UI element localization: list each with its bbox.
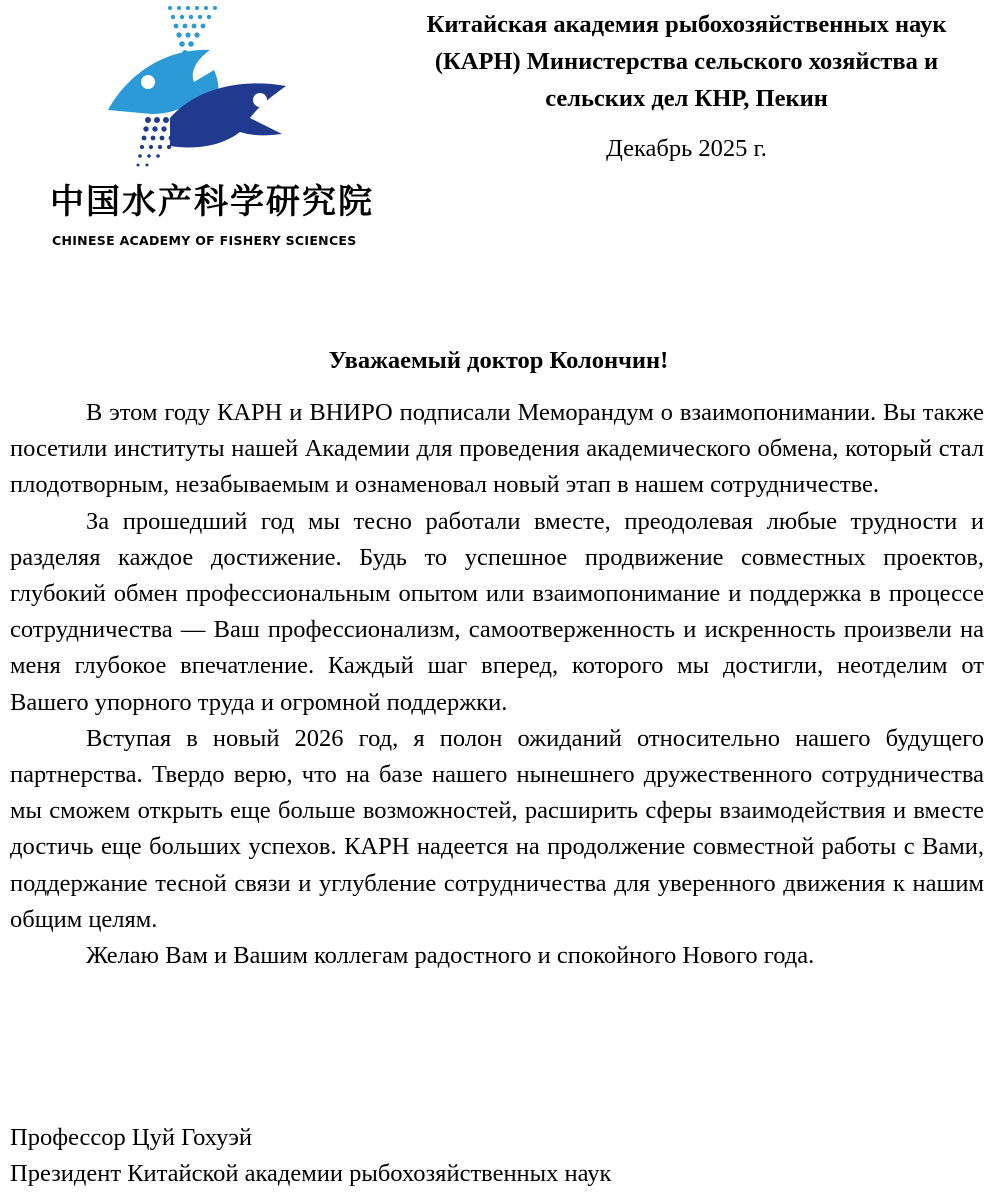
scale-dot bbox=[169, 136, 174, 141]
scale-dot bbox=[204, 6, 208, 10]
scale-dot bbox=[213, 6, 217, 10]
scale-dot bbox=[142, 136, 147, 141]
scale-dot bbox=[172, 117, 178, 123]
letter-body bbox=[10, 395, 984, 974]
scale-dot bbox=[194, 32, 199, 37]
scale-dot bbox=[140, 145, 144, 149]
scale-dot bbox=[158, 145, 162, 149]
scale-dot bbox=[188, 126, 193, 131]
signatory-name: Профессор Цуй Гохуэй bbox=[10, 1124, 252, 1151]
scale-dot bbox=[149, 145, 153, 149]
letter-date: Декабрь 2025 г. bbox=[606, 135, 767, 162]
scale-dot bbox=[199, 117, 205, 123]
scale-dot bbox=[176, 32, 181, 37]
scale-dot bbox=[138, 154, 142, 158]
paragraph-1: В этом году КАРН и ВНИРО подписали Меморандум о взаимопонимании. Вы также посетили институты нашей Академии для проведения академического обмена, который стал плодотворным, незабываемым и ознаменовал новый этап в нашем сотрудничестве. bbox=[10, 399, 984, 499]
scale-dot bbox=[163, 117, 169, 123]
scale-dot bbox=[137, 164, 140, 167]
scale-dot bbox=[174, 24, 179, 29]
scale-dot bbox=[182, 50, 188, 56]
scale-dot bbox=[181, 117, 187, 123]
academy-logo bbox=[20, 0, 374, 255]
scale-dot bbox=[207, 15, 211, 19]
scale-dot bbox=[145, 117, 151, 123]
scale-dot bbox=[177, 6, 181, 10]
scale-dot bbox=[161, 126, 166, 131]
paragraph-4: Желаю Вам и Вашим коллегам радостного и спокойного Нового года. bbox=[86, 942, 815, 970]
scale-dot bbox=[154, 117, 160, 123]
logo-chinese-name: 中国水产科学研究院 bbox=[50, 182, 374, 222]
scale-dot bbox=[178, 136, 183, 141]
paragraph-2: За прошедший год мы тесно работали вместе, преодолевая любые трудности и разделяя каждое достижение. Будь то успешное продвижение совместных проектов, глубокий обмен профессиональным опытом или взаимопонимание и поддержка в процессе сотрудничества — Ваш профессионализм, самоотверженность и искренность произвели на меня глубокое впечатление. Каждый шаг вперед, которого мы достигли, неотделим от Вашего упорного труда и огромной поддержки. bbox=[10, 507, 984, 716]
scale-dot bbox=[190, 117, 196, 123]
scale-dot bbox=[179, 41, 185, 47]
scale-dot bbox=[186, 6, 190, 10]
scale-dot bbox=[147, 154, 151, 158]
scale-dot bbox=[168, 6, 172, 10]
scale-dot bbox=[143, 126, 148, 131]
scale-dot bbox=[160, 136, 165, 141]
scale-dot bbox=[151, 136, 156, 141]
signature-block bbox=[10, 1120, 984, 1192]
dark-fish-eye bbox=[253, 93, 267, 107]
scale-dot bbox=[189, 15, 193, 19]
scale-dot bbox=[185, 32, 190, 37]
scale-dot bbox=[167, 145, 171, 149]
scale-dot bbox=[183, 24, 188, 29]
paragraph-3: Вступая в новый 2026 год, я полон ожиданий относительно нашего будущего партнерства. Твердо верю, что на базе нашего нынешнего дружественного сотрудничества мы сможем открыть еще больше возможностей, расширить сферы взаимодействия и вместе достичь еще больших успехов. КАРН надеется на продолжение совместной работы с Вами, поддержание тесной связи и углубление сотрудничества для уверенного движения к нашим общим целям. bbox=[10, 724, 984, 933]
scale-dots bbox=[168, 6, 217, 56]
scale-dot bbox=[146, 164, 149, 167]
scale-dot bbox=[192, 24, 197, 29]
scale-dot bbox=[198, 15, 202, 19]
light-fish-eye bbox=[141, 75, 155, 89]
scale-dot bbox=[201, 24, 206, 29]
scale-dot bbox=[171, 15, 175, 19]
fish-emblem-icon bbox=[20, 0, 370, 190]
scale-dot bbox=[188, 41, 194, 47]
scale-dot bbox=[195, 6, 199, 10]
organization-name: Китайская академия рыбохозяйственных наук (КАРН) Министерства сельского хозяйства и сельских дел КНР, Пекин bbox=[426, 11, 947, 112]
scale-dot bbox=[170, 126, 175, 131]
scale-dot bbox=[152, 126, 157, 131]
scale-dot bbox=[156, 154, 160, 158]
scale-dot bbox=[180, 15, 184, 19]
signatory-title: Президент Китайской академии рыбохозяйственных наук bbox=[10, 1160, 612, 1187]
scale-dot bbox=[179, 126, 184, 131]
salutation: Уважаемый доктор Колончин! bbox=[328, 347, 669, 374]
logo-english-name: CHINESE ACADEMY OF FISHERY SCIENCES bbox=[52, 233, 357, 248]
